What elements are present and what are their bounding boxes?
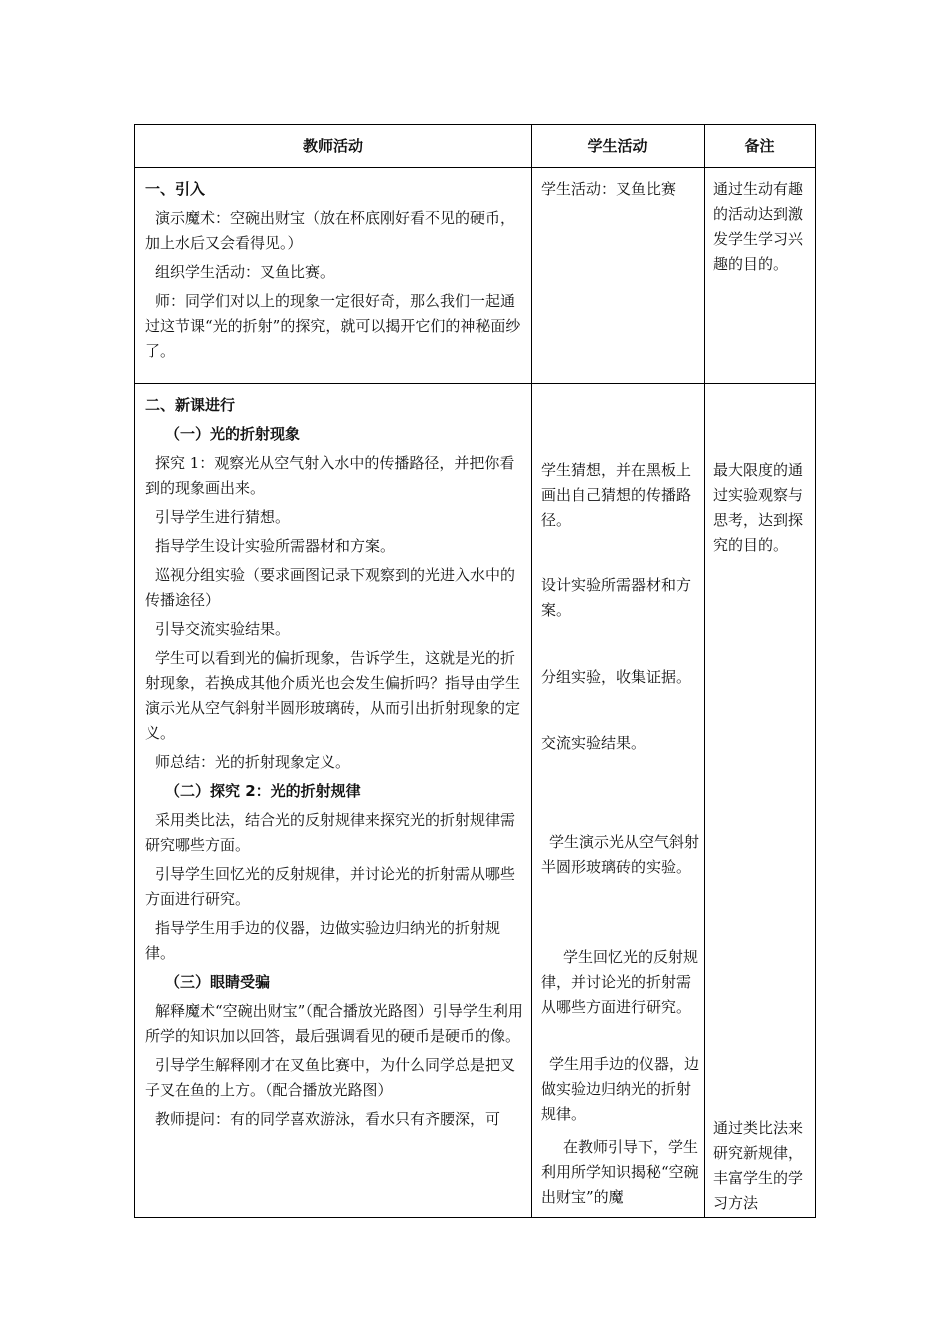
header-student-activity: 学生活动 [587,137,648,155]
student-text: 学生用手边的仪器，边做实验边归纳光的折射规律。 [541,1055,700,1123]
student-text: 学生演示光从空气斜射半圆形玻璃砖的实验。 [541,833,700,876]
teacher-text: 指导学生用手边的仪器，边做实验边归纳光的折射规律。 [145,919,501,962]
header-notes: 备注 [744,137,775,155]
row1-teacher-cell [145,177,525,368]
note-text: 最大限度的通过实验观察与思考，达到探究的目的。 [713,461,804,554]
teacher-text: 探究 1：观察光从空气射入水中的传播路径，并把你看到的现象画出来。 [145,454,515,497]
column-divider [531,125,532,1217]
student-text: 分组实验，收集证据。 [541,668,692,686]
teacher-text: 演示魔术：空碗出财宝（放在杯底刚好看不见的硬币，加上水后又会看得见。） [145,209,516,252]
subsection-title: （二）探究 2：光的折射规律 [165,782,361,800]
student-text: 学生活动：叉鱼比赛 [541,180,677,198]
student-text: 学生猜想，并在黑板上画出自己猜想的传播路径。 [541,461,692,529]
lesson-plan-table [134,124,816,1218]
row1-note-cell [713,177,809,285]
teacher-text: 解释魔术“空碗出财宝”（配合播放光路图）引导学生利用所学的知识加以回答，最后强调看见的硬币是硬币的像。 [145,1002,523,1045]
header-teacher-activity: 教师活动 [302,137,363,155]
row2-teacher-cell [145,393,525,1136]
teacher-text: 引导学生回忆光的反射规律，并讨论光的折射需从哪些方面进行研究。 [145,865,516,908]
student-text: 设计实验所需器材和方案。 [541,576,692,619]
student-text: 学生回忆光的反射规律，并讨论光的折射需从哪些方面进行研究。 [541,948,699,1016]
student-text: 交流实验结果。 [541,734,647,752]
row-divider [135,383,815,384]
teacher-text: 学生可以看到光的偏折现象，告诉学生，这就是光的折射现象，若换成其他介质光也会发生偏折吗？指导由学生演示光从空气斜射半圆形玻璃砖，从而引出折射现象的定义。 [145,649,521,742]
subsection-title: （一）光的折射现象 [165,425,301,443]
teacher-text: 师：同学们对以上的现象一定很好奇，那么我们一起通过这节课“光的折射”的探究，就可以揭开它们的神秘面纱了。 [145,292,521,360]
teacher-text: 巡视分组实验（要求画图记录下观察到的光进入水中的传播途径） [145,566,516,609]
section-title-new-lesson: 二、新课进行 [145,396,236,414]
teacher-text: 引导交流实验结果。 [155,620,291,638]
row-divider [135,167,815,168]
teacher-text: 组织学生活动：叉鱼比赛。 [155,263,336,281]
student-text: 在教师引导下，学生利用所学知识揭秘“空碗出财宝”的魔 [541,1138,699,1206]
note-text: 通过类比法来研究新规律，丰富学生的学习方法 [713,1119,804,1212]
teacher-text: 教师提问：有的同学喜欢游泳，看水只有齐腰深，可 [155,1110,501,1128]
teacher-text: 采用类比法，结合光的反射规律来探究光的折射规律需研究哪些方面。 [145,811,516,854]
column-divider [704,125,705,1217]
teacher-text: 引导学生解释刚才在叉鱼比赛中，为什么同学总是把叉子叉在鱼的上方。（配合播放光路图） [145,1056,516,1099]
teacher-text: 指导学生设计实验所需器材和方案。 [155,537,396,555]
section-title-intro: 一、引入 [145,180,206,198]
teacher-text: 引导学生进行猜想。 [155,508,291,526]
subsection-title: （三）眼睛受骗 [165,973,271,991]
note-text: 通过生动有趣的活动达到激发学生学习兴趣的目的。 [713,180,804,273]
teacher-text: 师总结：光的折射现象定义。 [155,753,351,771]
row1-student-cell [541,177,699,210]
